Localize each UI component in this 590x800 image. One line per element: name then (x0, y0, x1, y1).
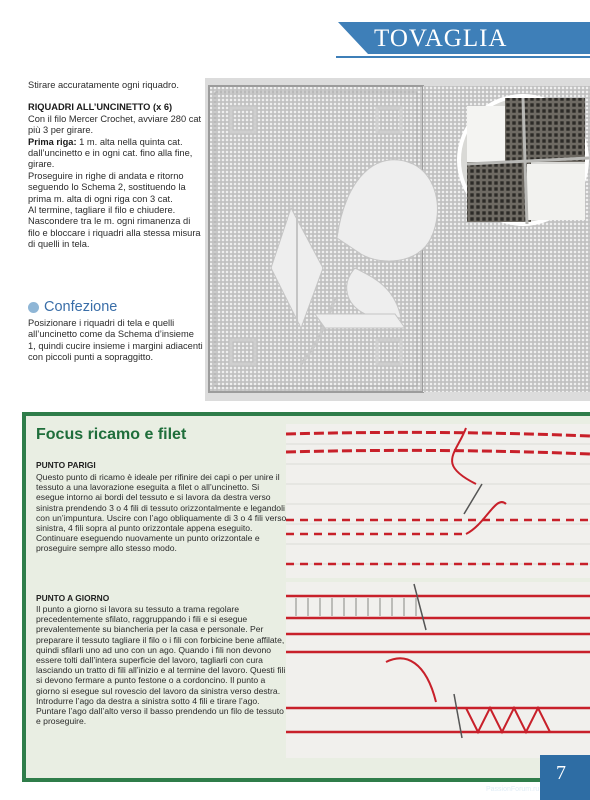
intro-paragraph: Stirare accuratamente ogni riquadro. (28, 80, 179, 90)
punto-giorno-title: PUNTO A GIORNO (36, 593, 110, 603)
prima-text: 1 m. alta nella quinta cat. dall’uncinetto e in ogni cat. fino alla fine, girare. (28, 136, 193, 170)
crochet-text-1: Con il filo Mercer Crochet, avviare 280 cat più 3 per girare. (28, 113, 202, 136)
crochet-text-3: Al termine, tagliare il filo e chiudere. Nascondere tra le m. ogni rimanenza di filo e bloccare i riquadri alla stessa misura di quelli in tela. (28, 205, 201, 250)
crochet-section (28, 102, 204, 250)
instructions-column (28, 80, 204, 251)
confezione-text: Posizionare i riquadri di tela e quelli all’uncinetto come da Schema d’insieme 1, quindi cucire insieme i margini adiacenti con piccoli punti a sopraggitto. (28, 318, 203, 363)
header-banner (368, 22, 590, 54)
punto-giorno-text: Il punto a giorno si lavora su tessuto a trama regolare precedentemente sfilato, raggruppando i fili e si esegue prevalentemente su biancheria per la casa e personale. Per preparare il tessuto tagliare il filo o i fili con forbicine bene affilate, quindi sfilarli uno ad uno con un ago. Quando i fili non devono essere tolti dall’intera superficie del lavoro, tagliarli con cura lasciando un tratto di fili all’inizio e al termine del lavoro. Questi fili si devono fermare a punto festone o a cordoncino. Il punto a giorno si esegue sul rovescio del lavoro da sinistra verso destra. Introdurre l’ago da destra a sinistra sotto 4 fili e tirare l’ago. Puntare l’ago dall’alto verso il basso prendendo un filo de tessuto e proseguire. (36, 604, 286, 727)
punto-parigi-photo (286, 424, 590, 578)
focus-title: Focus ricamo e filet (36, 426, 187, 443)
tablecloth-photo (205, 78, 590, 401)
punto-parigi-text: Questo punto di ricamo è ideale per rifinire dei capi o per unire il tessuto a una lavorazione eseguita a filet o all’uncinetto. Si esegue intorno ai bordi del tessuto e si lavora da destra verso sinistra prendendo 3 o 4 fili di tessuto orizzontalmente e legandoli con un’impuntura. Uscire con l’ago obliquamente di 3 o 4 fili verso sinistra, 4 fili sopra al punto orizzontale appena eseguito. Continuare eseguendo nuovamente un punto orizzontale e proseguire sempre allo stesso modo. (36, 472, 287, 554)
prima-label: Prima riga: (28, 136, 77, 147)
punto-parigi-title: PUNTO PARIGI (36, 460, 96, 470)
site-watermark: PassionForum.ru (486, 786, 540, 793)
confezione-heading (28, 299, 117, 315)
page-number: 7 (556, 762, 566, 784)
page-title: TOVAGLIA (374, 25, 508, 52)
header-rule (336, 56, 590, 58)
bullet-icon (28, 302, 39, 313)
crochet-text-2: Proseguire in righe di andata e ritorno seguendo lo Schema 2, sostituendo la prima m. alta di ogni riga con 3 cat. (28, 170, 186, 204)
confezione-title: Confezione (44, 299, 118, 315)
punto-giorno-photo (286, 582, 590, 758)
crochet-heading: RIQUADRI ALL’UNCINETTO (x 6) (28, 102, 173, 113)
